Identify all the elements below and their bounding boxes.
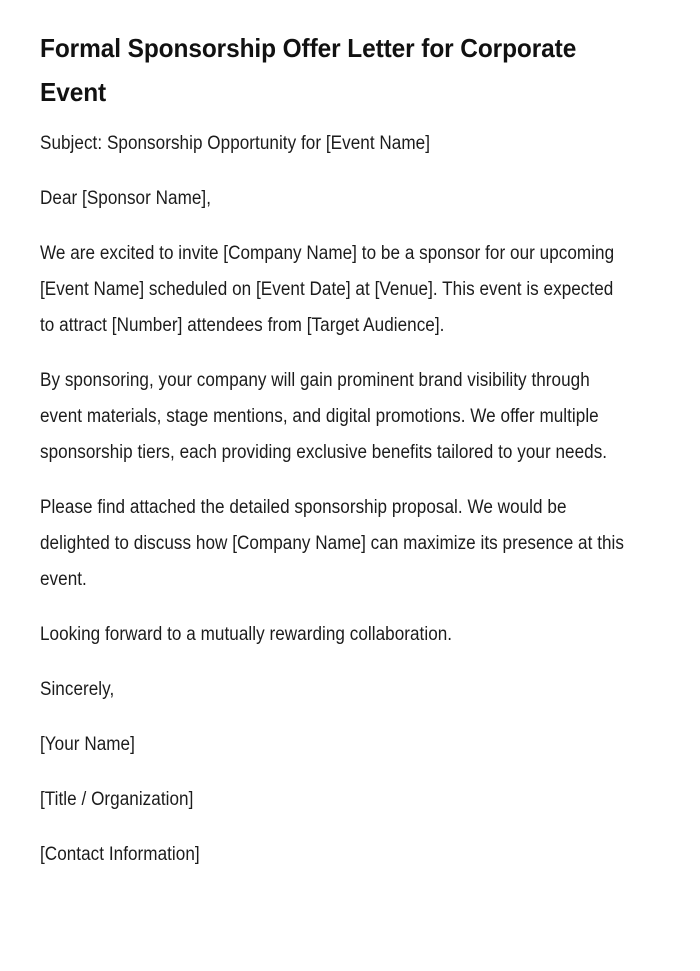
invitation-paragraph: We are excited to invite [Company Name] to be a sponsor for our upcoming [Event Name] scheduled on [Event Date] at [Venue]. This event is expected to attract [Number] attendees from [Target Audience]. <box>40 243 615 336</box>
page-title: Formal Sponsorship Offer Letter for Corporate Event <box>40 33 577 107</box>
closing-statement: Looking forward to a mutually rewarding collaboration. <box>40 624 453 645</box>
sign-off: Sincerely, <box>40 679 115 700</box>
benefits-paragraph: By sponsoring, your company will gain prominent brand visibility through event materials, stage mentions, and digital promotions. We offer multiple sponsorship tiers, each providing exclusive benefits tailored to your needs. <box>40 370 608 463</box>
proposal-paragraph: Please find attached the detailed sponsorship proposal. We would be delighted to discuss how [Company Name] can maximize its presence at this event. <box>40 497 625 590</box>
salutation: Dear [Sponsor Name], <box>40 188 212 209</box>
signature-title: [Title / Organization] <box>40 789 194 810</box>
letter-body <box>40 126 625 873</box>
signature-name: [Your Name] <box>40 734 135 755</box>
signature-contact: [Contact Information] <box>40 844 200 865</box>
subject-line: Subject: Sponsorship Opportunity for [Event Name] <box>40 133 431 154</box>
